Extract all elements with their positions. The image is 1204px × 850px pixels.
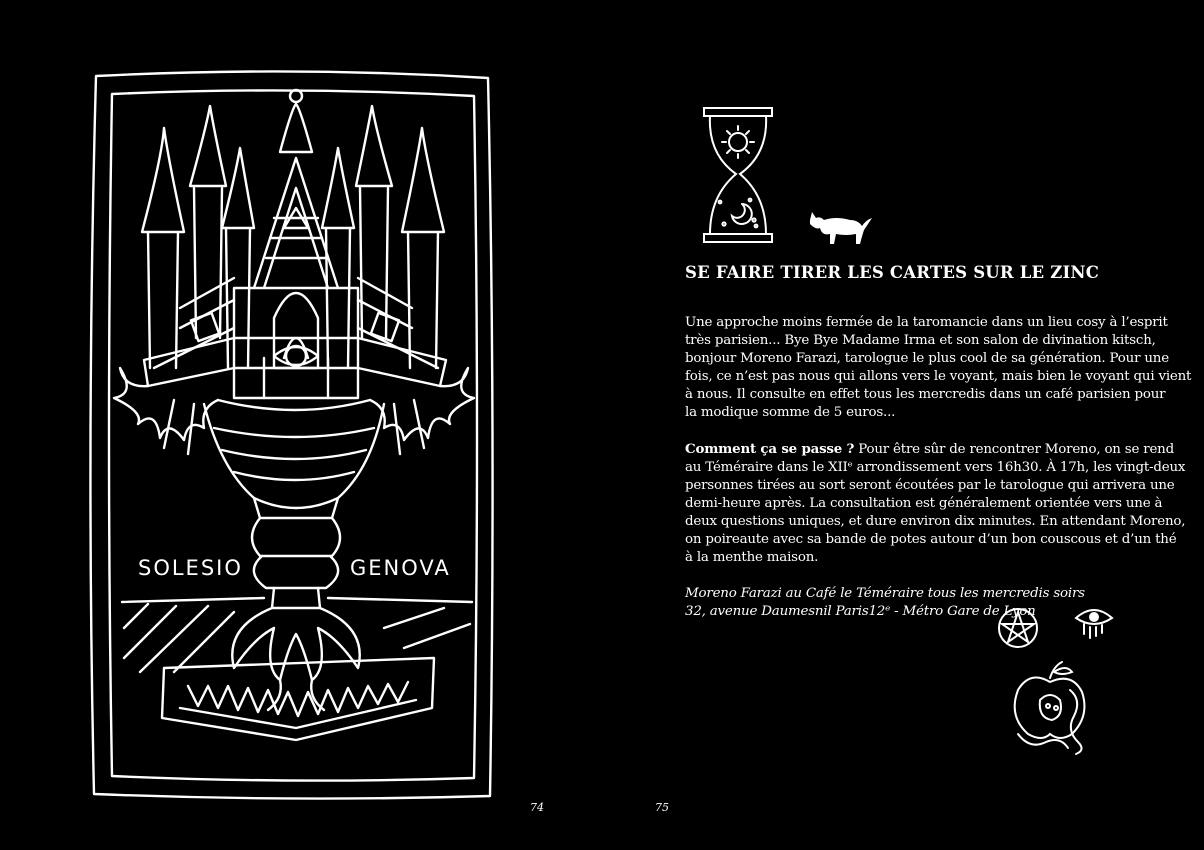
how-lead: Comment ça se passe ? — [685, 441, 855, 457]
intro-line: Une approche moins fermée de la taromancie dans un lieu cosy à l’esprit — [685, 315, 1168, 330]
how-first-rest: Pour être sûr de rencontrer Moreno, on se rend — [854, 442, 1174, 457]
card-drawing — [84, 68, 502, 806]
tarot-card-illustration — [84, 68, 502, 806]
cat-icon — [806, 206, 874, 246]
intro-paragraph — [685, 314, 1192, 422]
how-line: demi-heure après. La consultation est généralement orientée vers une à — [685, 496, 1163, 511]
eye-icon — [1072, 604, 1116, 644]
bowl — [204, 404, 384, 518]
page-number-left: 74 — [530, 801, 544, 814]
stem — [232, 518, 359, 710]
card-label-right: GENOVA — [350, 556, 451, 580]
page-number-right: 75 — [655, 801, 669, 814]
intro-line: bonjour Moreno Farazi, tarologue le plus cool de sa génération. Pour une — [685, 351, 1169, 366]
card-label-left: SOLESIO — [138, 556, 243, 580]
base — [162, 658, 434, 740]
how-line: à la menthe maison. — [685, 550, 819, 565]
how-paragraph — [685, 440, 1186, 567]
intro-line: la modique somme de 5 euros... — [685, 405, 896, 420]
intro-line: très parisien... Bye Bye Madame Irma et son salon de divination kitsch, — [685, 333, 1156, 348]
band — [144, 338, 446, 398]
pentagram-icon — [994, 604, 1042, 652]
info-line-1: Moreno Farazi au Café le Téméraire tous les mercredis soirs — [685, 586, 1085, 601]
intro-line: à nous. Il consulte en effet tous les mercredis dans un café parisien pour — [685, 387, 1166, 402]
intro-line: fois, ce n’est pas nous qui allons vers le voyant, mais bien le voyant qui vient — [685, 369, 1192, 384]
article-title: SE FAIRE TIRER LES CARTES SUR LE ZINC — [685, 263, 1100, 282]
how-line: on poireaute avec sa bande de potes autour d’un bon couscous et d’un thé — [685, 532, 1177, 547]
info-line-2: 32, avenue Daumesnil Paris12ᵉ - Métro Gare de Lyon — [685, 604, 1036, 619]
article-body — [685, 314, 1192, 639]
hourglass-icon — [696, 104, 780, 246]
how-first-line — [685, 440, 1174, 459]
apple-icon — [1010, 660, 1094, 756]
pavilion — [154, 158, 438, 368]
how-line: au Téméraire dans le XIIᵉ arrondissement vers 16h30. À 17h, les vingt-deux — [685, 460, 1186, 475]
how-line: deux questions uniques, et dure environ dix minutes. En attendant Moreno, — [685, 514, 1186, 529]
how-line: personnes tirées au sort seront écoutées par le tarologue qui arrivera une — [685, 478, 1175, 493]
